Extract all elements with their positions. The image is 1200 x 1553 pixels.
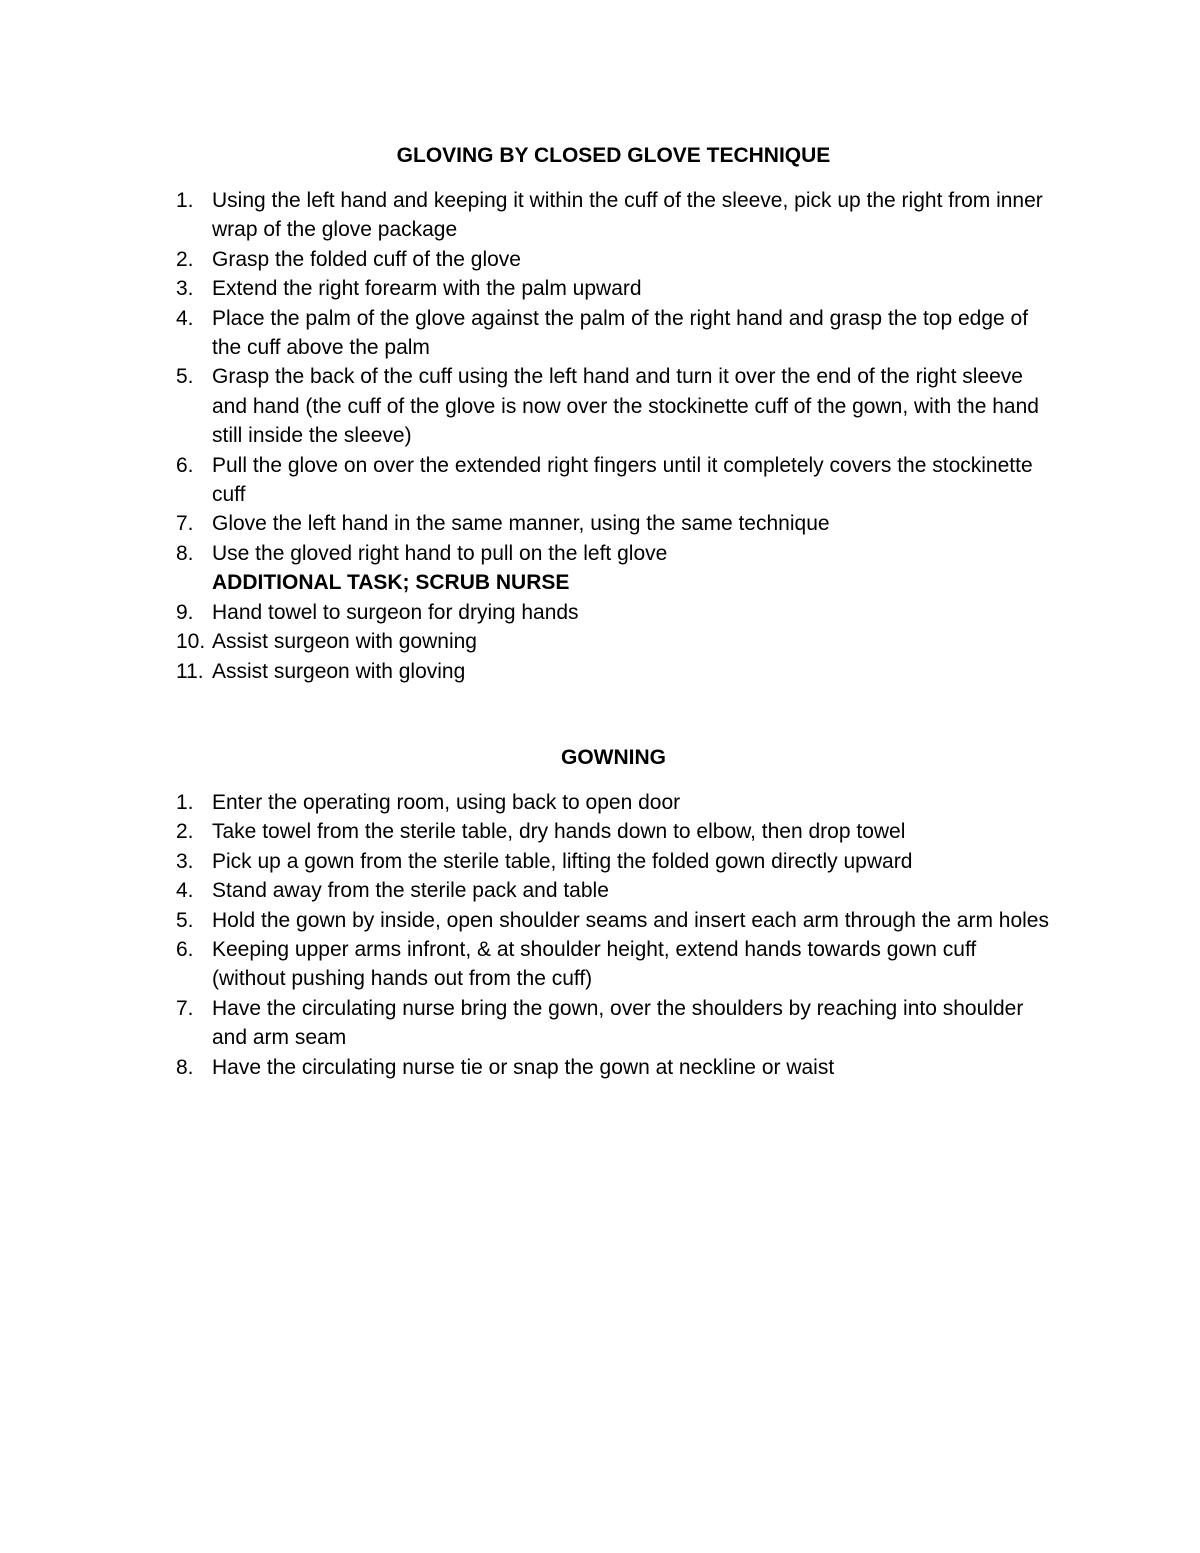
step-number: 5.: [176, 365, 194, 389]
step-number: 8.: [176, 1055, 194, 1079]
step-number: 5.: [176, 908, 194, 932]
gloving-section: [172, 141, 1052, 686]
step-number: 2.: [176, 247, 194, 271]
step-number: 11.: [176, 659, 204, 683]
gloving-step: [172, 245, 1052, 274]
step-text: Assist surgeon with gloving: [212, 659, 466, 683]
gloving-step: [172, 539, 1052, 568]
gloving-step: [172, 304, 1052, 363]
gloving-steps-list: [172, 186, 1052, 686]
additional-task-heading: ADDITIONAL TASK; SCRUB NURSE: [212, 571, 570, 595]
step-number: 10.: [176, 630, 206, 654]
step-number: 1.: [176, 189, 194, 212]
gloving-title: GLOVING BY CLOSED GLOVE TECHNIQUE: [396, 144, 831, 167]
gowning-steps-list: [172, 788, 1052, 1082]
step-number: 8.: [176, 541, 194, 565]
step-text: Stand away from the sterile pack and table: [212, 879, 609, 903]
step-text: Hand towel to surgeon for drying hands: [212, 600, 579, 624]
step-number: 1.: [176, 791, 194, 814]
gowning-step: [172, 994, 1052, 1053]
gloving-step: [172, 451, 1052, 510]
step-text: Take towel from the sterile table, dry hands down to elbow, then drop towel: [212, 820, 906, 844]
gowning-step: [172, 906, 1052, 935]
gowning-step: [172, 1053, 1052, 1082]
step-text: Have the circulating nurse bring the gown, over the shoulders by reaching into shoulder and arm seam: [212, 996, 1024, 1050]
step-text: Keeping upper arms infront, & at shoulder height, extend hands towards gown cuff (without pushing hands out from the cuff): [212, 938, 977, 991]
step-number: 2.: [176, 820, 194, 844]
step-text: Hold the gown by inside, open shoulder seams and insert each arm through the arm holes: [212, 908, 1049, 932]
step-text: Pull the glove on over the extended right fingers until it completely covers the stockinette cuff: [212, 453, 1033, 507]
gowning-step: [172, 876, 1052, 905]
gowning-step: [172, 788, 1052, 817]
step-text: Use the gloved right hand to pull on the left glove: [212, 541, 668, 565]
step-text: Extend the right forearm with the palm upward: [212, 277, 642, 301]
step-text: Place the palm of the glove against the palm of the right hand and grasp the top edge of the cuff above the palm: [212, 306, 1029, 360]
gowning-section: [172, 743, 1052, 1082]
gowning-step: [172, 817, 1052, 846]
gloving-step: [172, 274, 1052, 303]
gowning-step: [172, 935, 1052, 994]
step-number: 6.: [176, 453, 194, 477]
step-number: 9.: [176, 600, 194, 624]
gowning-title: GOWNING: [561, 746, 666, 769]
additional-step: [172, 657, 1052, 686]
step-number: 7.: [176, 996, 194, 1020]
step-text: Using the left hand and keeping it within the cuff of the sleeve, pick up the right from inner wrap of the glove package: [212, 189, 1043, 242]
gloving-step: [172, 509, 1052, 538]
step-number: 3.: [176, 277, 194, 301]
step-text: Assist surgeon with gowning: [212, 630, 477, 654]
step-number: 7.: [176, 512, 194, 536]
step-number: 3.: [176, 849, 194, 873]
step-text: Grasp the folded cuff of the glove: [212, 247, 521, 271]
step-text: Have the circulating nurse tie or snap the gown at neckline or waist: [212, 1055, 835, 1079]
step-text: Enter the operating room, using back to open door: [212, 791, 681, 814]
step-text: Grasp the back of the cuff using the left hand and turn it over the end of the right sleeve and hand (the cuff of the glove is now over the stockinette cuff of the gown, with the hand still inside the sleeve): [212, 365, 1039, 448]
step-number: 4.: [176, 879, 194, 903]
step-text: Glove the left hand in the same manner, using the same technique: [212, 512, 830, 536]
step-number: 4.: [176, 306, 194, 330]
additional-step: [172, 627, 1052, 656]
gloving-step: [172, 362, 1052, 450]
additional-step: [172, 598, 1052, 627]
step-number: 6.: [176, 938, 194, 962]
step-text: Pick up a gown from the sterile table, lifting the folded gown directly upward: [212, 849, 913, 873]
gowning-step: [172, 847, 1052, 876]
gloving-step: [172, 186, 1052, 245]
